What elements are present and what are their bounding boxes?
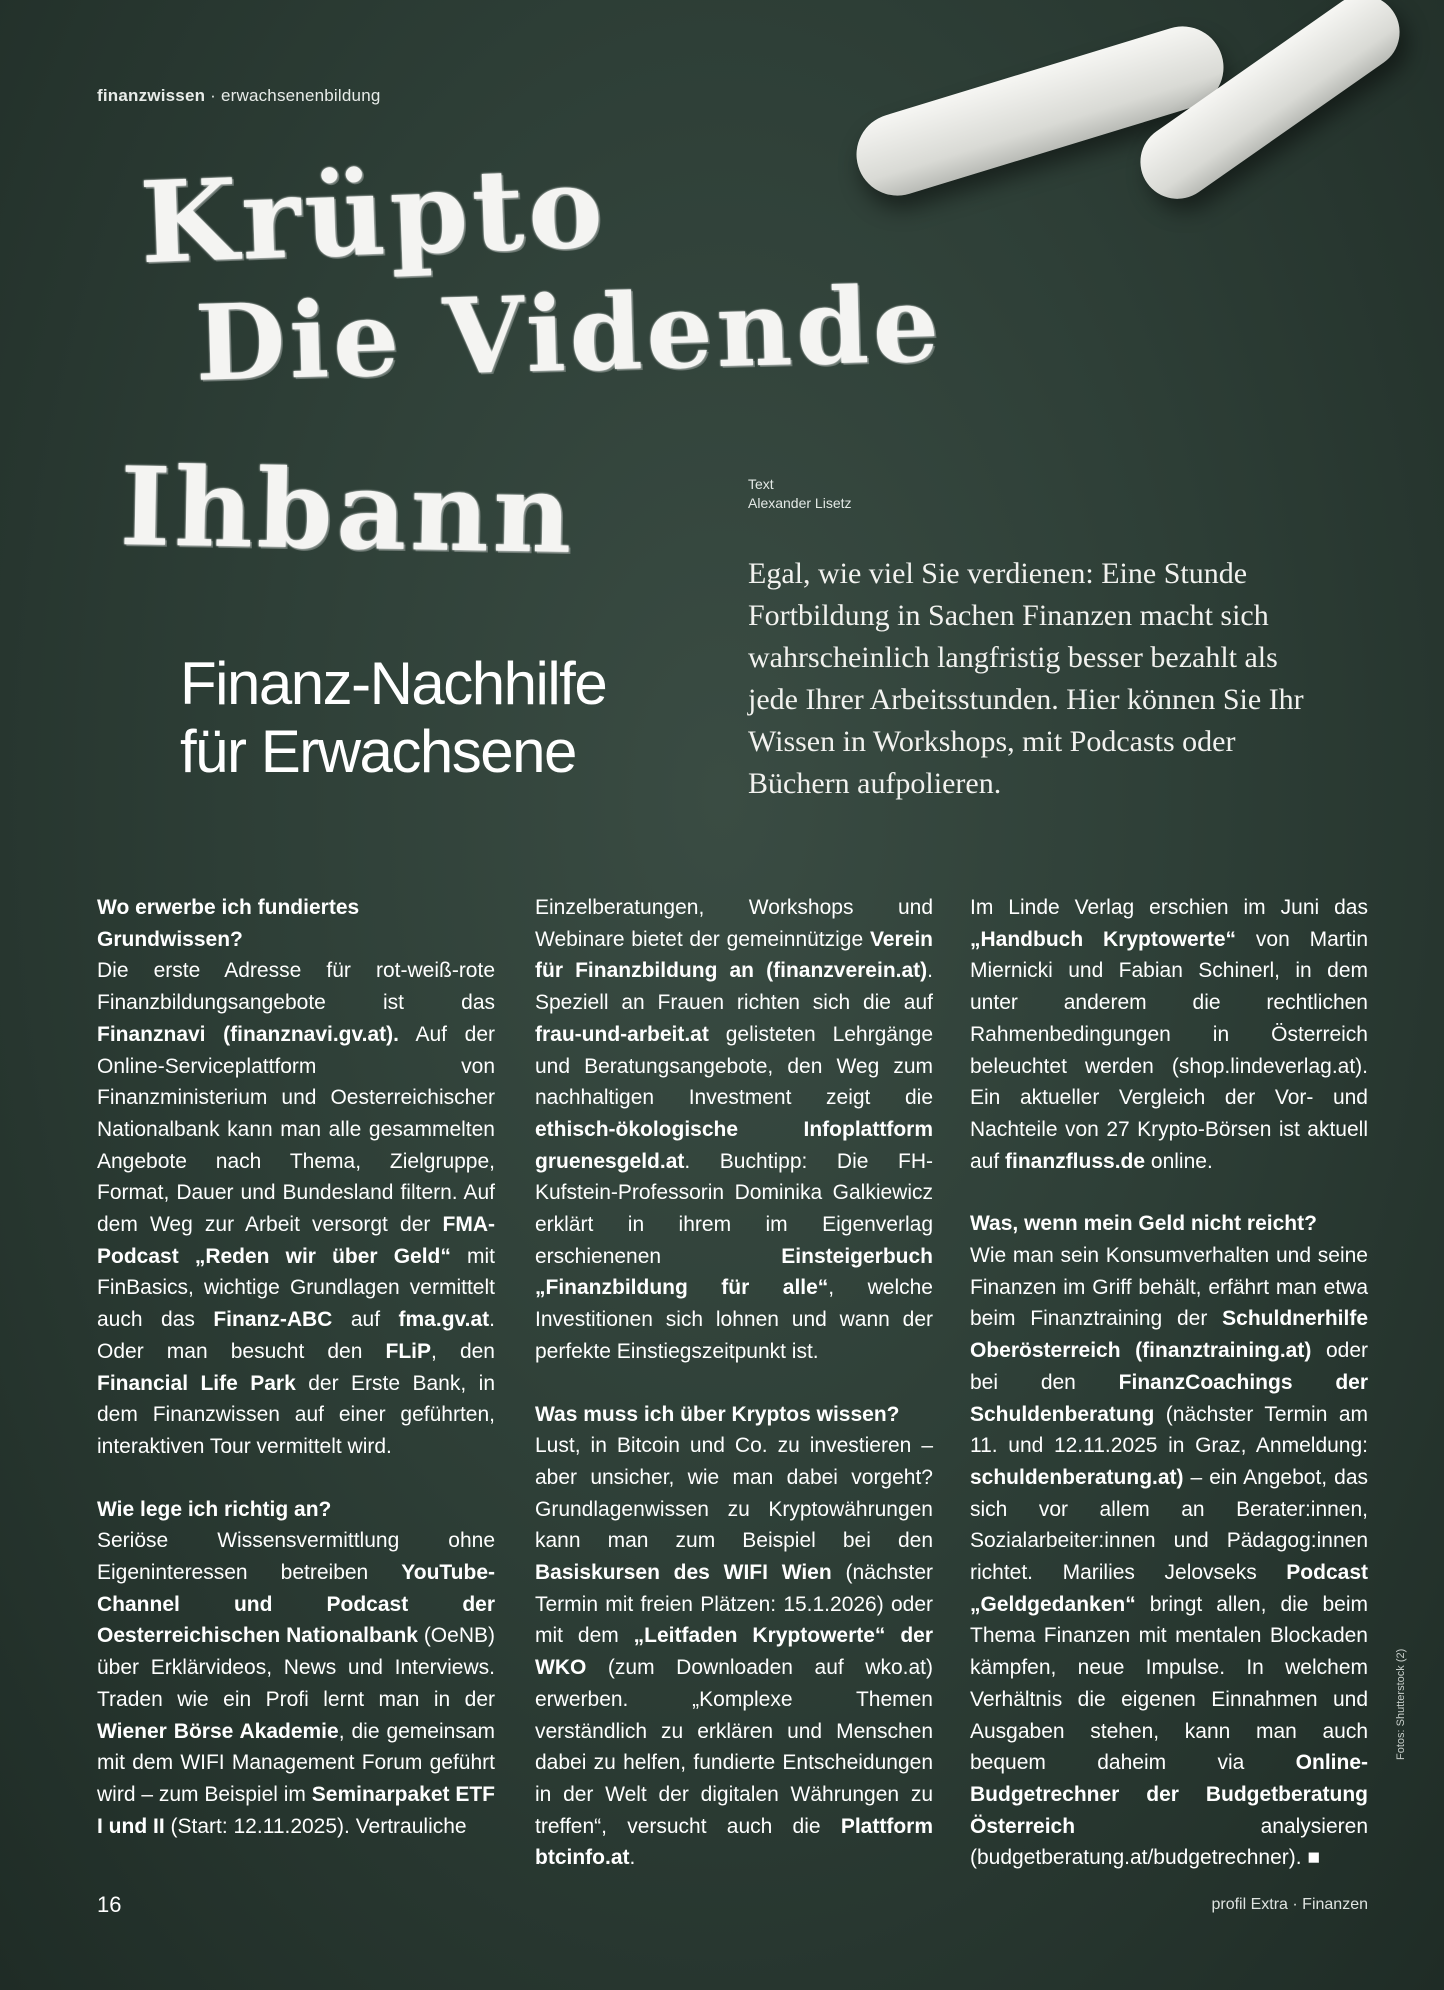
credit-label: Text — [748, 476, 774, 492]
text-run: , welche Investitionen sich lohnen und wann der perfekte Einstiegszeitpunkt ist. — [535, 1276, 933, 1363]
page-number: 16 — [97, 1892, 122, 1917]
section-heading: Was, wenn mein Geld nicht reicht? — [970, 1212, 1317, 1236]
text-run: , den — [431, 1339, 495, 1363]
bold-text-run: Finanznavi (finanznavi.gv.at). — [97, 1022, 399, 1046]
bold-text-run: FMA-Podcast „Reden wir über Geld“ — [97, 1213, 495, 1268]
subtitle-line: für Erwachsene — [180, 718, 576, 785]
body-paragraph — [535, 892, 933, 1368]
article-deck: Egal, wie viel Sie verdienen: Eine Stunde Fortbildung in Sachen Finanzen macht sich wahrscheinlich langfristig besser bezahlt als jede Ihrer Arbeitsstunden. Hier können Sie Ihr Wissen in Workshops, mit Podcasts oder Büchern aufpolieren. — [748, 557, 1304, 800]
text-run: auf — [332, 1308, 399, 1332]
text-run: online. — [1145, 1149, 1213, 1173]
bold-text-run: Finanz-ABC — [213, 1308, 333, 1332]
bold-text-run: Verein für Finanzbildung an (finanzverein.at) — [535, 927, 933, 983]
text-run: . Oder man besucht den — [97, 1308, 495, 1363]
body-paragraph — [97, 955, 495, 1462]
text-run: (OeNB) über Erklärvideos, News und Interviews. Traden wie ein Profi lernt man in der — [97, 1624, 495, 1711]
bold-text-run: „Leitfaden Kryptowerte“ der WKO — [535, 1624, 934, 1680]
text-run: Wie man sein Konsumverhalten und seine Finanzen im Griff behält, erfährt man etwa beim Finanztraining der — [970, 1244, 1368, 1331]
text-column-1 — [97, 892, 495, 1842]
credit-author: Alexander Lisetz — [748, 495, 852, 511]
chalk-title-line: Krüpto — [137, 141, 609, 290]
text-run: Die erste Adresse für rot-weiß-rote Finanzbildungsangebote ist das — [97, 959, 495, 1015]
body-paragraph — [970, 892, 1368, 1177]
bold-text-run: „Handbuch Kryptowerte“ — [970, 927, 1237, 951]
photo-credit: Fotos: Shutterstock (2) — [1395, 1648, 1407, 1760]
text-run: gelisteten Lehrgänge und Beratungsangebote, den Weg zum nachhaltigen Investment zeigt die — [535, 1022, 933, 1110]
text-run: Im Linde Verlag erschien im Juni das — [970, 896, 1368, 919]
text-run: Auf der Online-Serviceplattform von Finanzministerium und Oesterreichischer Nationalbank kann man alle gesammelten Angebote nach Thema, Zielgruppe, Format, Dauer und Bundesland filtern. Auf dem Weg zur Arbeit versorgt der — [97, 1022, 495, 1237]
text-run: (nächster Termin mit freien Plätzen: 15.1.2026) oder mit dem — [535, 1561, 934, 1648]
bold-text-run: YouTube-Channel und Podcast der Oesterreichischen Nationalbank — [97, 1561, 495, 1648]
bold-text-run: fma.gv.at — [398, 1308, 490, 1332]
text-run: analysieren (budgetberatung.at/budgetrechner). ■ — [970, 1814, 1368, 1870]
subtitle-line: Finanz-Nachhilfe — [180, 650, 607, 717]
section-kicker — [97, 86, 381, 106]
text-run: (zum Downloaden auf wko.at) erwerben. „Komplexe Themen verständlich zu erklären und Menschen dabei zu helfen, fundierte Entscheidungen in der Welt der digitalen Währungen zu treffen“, versucht auch die — [535, 1656, 933, 1838]
text-column-3 — [970, 892, 1368, 1874]
bold-text-run: ethisch-ökologische Infoplattform gruenesgeld.at — [535, 1117, 933, 1173]
bold-text-run: finanzfluss.de — [1005, 1149, 1146, 1173]
body-paragraph — [535, 1430, 933, 1874]
text-run: Lust, in Bitcoin und Co. zu investieren – aber unsicher, wie man dabei vorgeht? Grundlagenwissen zu Kryptowährungen kann man zum Beispiel bei den — [535, 1434, 933, 1553]
text-run: bringt allen, die beim Thema Finanzen mit mentalen Blockaden kämpfen, neue Impulse. In welchem Verhältnis die eigenen Einnahmen und Ausgaben stehen, kann man auch bequem daheim via — [970, 1592, 1368, 1775]
bold-text-run: schuldenberatung.at) — [970, 1465, 1184, 1489]
text-run: . Buchtipp: Die FH-Kufstein-Professorin Dominika Galkiewicz erklärt in ihrem im Eigenverlag erschienenen — [535, 1149, 933, 1268]
bold-text-run: Schuldnerhilfe Oberösterreich (finanztraining.at) — [970, 1307, 1368, 1363]
text-run: . — [629, 1846, 636, 1870]
chalk-title-line: Ihbann — [118, 444, 577, 578]
text-run: oder bei den — [970, 1339, 1368, 1394]
text-run: – ein Angebot, das sich vor allem an Berater:innen, Sozialarbeiter:innen und Pädagog:innen richtet. Marilies Jelovseks — [970, 1465, 1368, 1585]
text-run: . Speziell an Frauen richten sich die auf — [535, 959, 933, 1015]
section-heading: Wo erwerbe ich fundiertes Grundwissen? — [97, 896, 360, 951]
subsection-name: erwachsenenbildung — [220, 86, 381, 105]
section-heading: Wie lege ich richtig an? — [97, 1497, 332, 1521]
bold-text-run: Plattform btcinfo.at — [535, 1814, 933, 1870]
chalk-title-line: Die Vidende — [193, 262, 945, 405]
text-run: (Start: 12.11.2025). Vertrauliche — [164, 1814, 467, 1838]
text-run: (nächster Termin am 11. und 12.11.2025 in Graz, Anmeldung: — [970, 1402, 1368, 1458]
bold-text-run: Podcast „Geldgedanken“ — [970, 1561, 1368, 1616]
bold-text-run: Seminarpaket ETF I und II — [97, 1782, 495, 1838]
bold-text-run: Financial Life Park — [97, 1371, 296, 1395]
bold-text-run: FLiP — [385, 1339, 432, 1363]
kicker-separator: · — [210, 86, 217, 105]
body-paragraph — [97, 1525, 495, 1842]
bold-text-run: Wiener Börse Akademie — [97, 1719, 339, 1743]
text-column-2 — [535, 892, 933, 1874]
author-credit — [748, 475, 852, 513]
body-paragraph — [970, 1240, 1368, 1874]
text-run: von Martin Miernicki und Fabian Schinerl, in dem unter anderem die rechtlichen Rahmenbedingungen in Österreich beleuchtet werden (shop.lindeverlag.at). Ein aktueller Vergleich der Vor- und Nachteile von 27 Krypto-Börsen ist aktuell auf — [970, 927, 1368, 1173]
bold-text-run: Online-Budgetrechner der Budgetberatung Österreich — [970, 1751, 1368, 1838]
text-run: Seriöse Wissensvermittlung ohne Eigeninteressen betreiben — [97, 1529, 495, 1585]
bold-text-run: Basiskursen des WIFI Wien — [535, 1561, 832, 1585]
text-run: Einzelberatungen, Workshops und Webinare bietet der gemeinnützige — [535, 896, 933, 951]
publication-footer: profil Extra · Finanzen — [1211, 1896, 1368, 1913]
article-subtitle — [180, 650, 740, 786]
section-name: finanzwissen — [97, 86, 206, 105]
bold-text-run: frau-und-arbeit.at — [535, 1022, 709, 1046]
text-run: der Erste Bank, in dem Finanzwissen auf einer geführten, interaktiven Tour vermittelt wird. — [97, 1371, 495, 1458]
bold-text-run: Einsteigerbuch „Finanzbildung für alle“ — [535, 1244, 933, 1300]
section-heading: Was muss ich über Kryptos wissen? — [535, 1402, 900, 1426]
bold-text-run: FinanzCoachings der Schuldenberatung — [970, 1370, 1368, 1426]
text-run: , die gemeinsam mit dem WIFI Management Forum geführt wird – zum Beispiel im — [97, 1719, 495, 1806]
text-run: mit FinBasics, wichtige Grundlagen vermittelt auch das — [97, 1244, 496, 1332]
